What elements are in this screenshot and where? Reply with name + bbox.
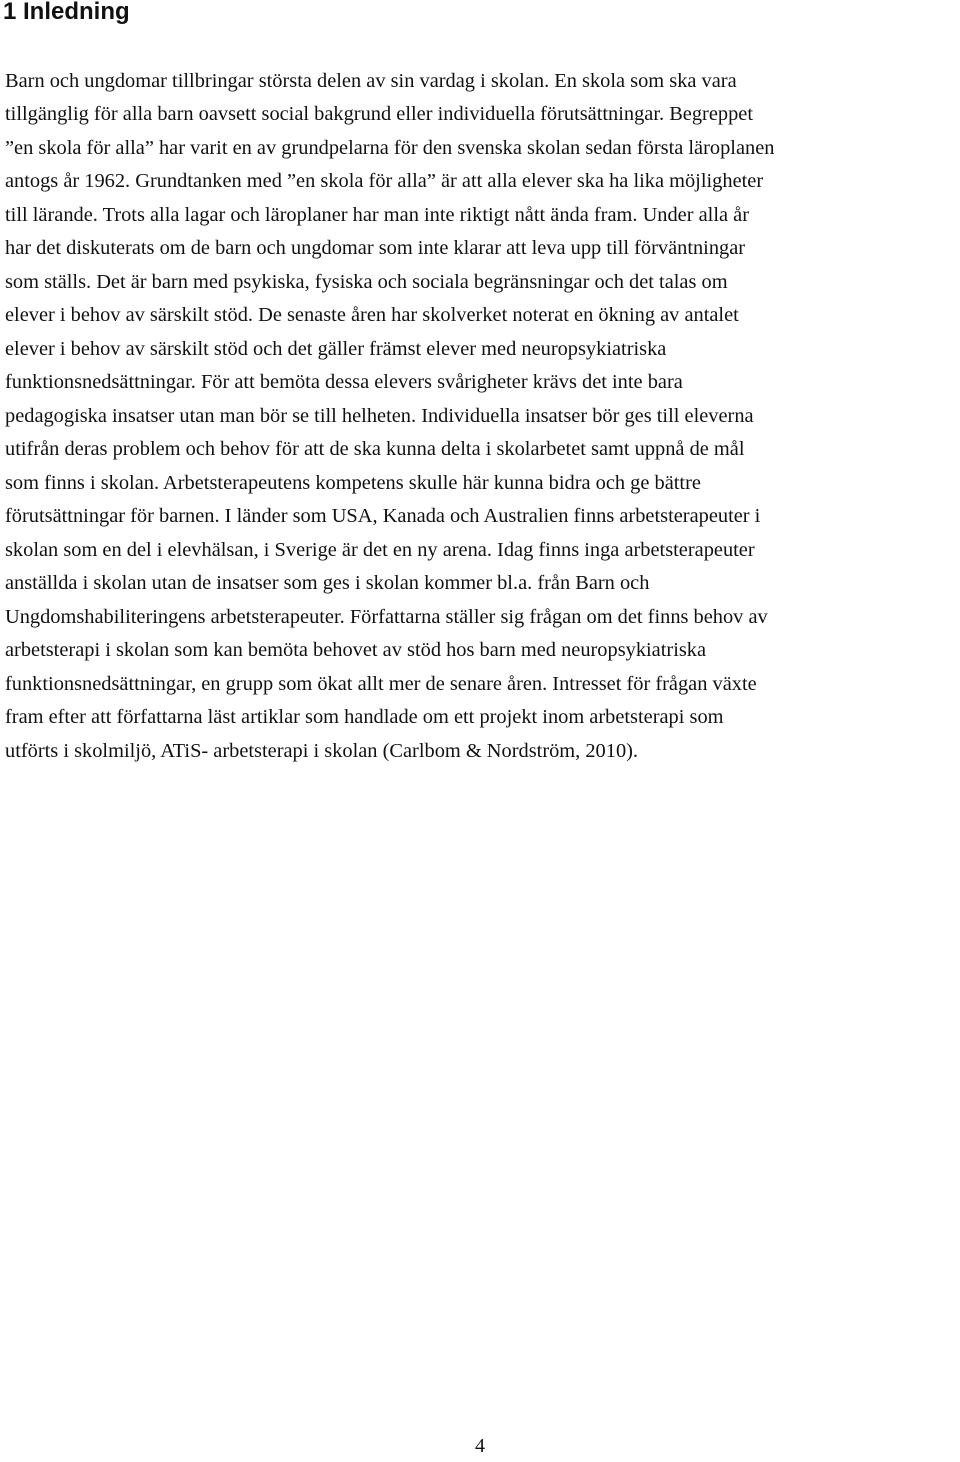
paragraph-line: elever i behov av särskilt stöd. De senaste åren har skolverket noterat en ökning av antalet bbox=[5, 304, 739, 326]
page-number: 4 bbox=[475, 1435, 485, 1457]
paragraph-line: antogs år 1962. Grundtanken med ”en skola för alla” är att alla elever ska ha lika möjligheter bbox=[5, 170, 764, 192]
paragraph-line: skolan som en del i elevhälsan, i Sverige är det en ny arena. Idag finns inga arbetsterapeuter bbox=[5, 539, 755, 561]
paragraph-line: anställda i skolan utan de insatser som ges i skolan kommer bl.a. från Barn och bbox=[5, 572, 650, 594]
paragraph-line: till lärande. Trots alla lagar och läroplaner har man inte riktigt nått ända fram. Under alla år bbox=[5, 204, 749, 226]
paragraph-line: som finns i skolan. Arbetsterapeutens kompetens skulle här kunna bidra och ge bättre bbox=[5, 472, 701, 494]
paragraph-line: utförts i skolmiljö, ATiS- arbetsterapi i skolan (Carlbom & Nordström, 2010). bbox=[5, 740, 639, 762]
paragraph-line: fram efter att författarna läst artiklar som handlade om ett projekt inom arbetsterapi som bbox=[5, 706, 724, 728]
paragraph-line: funktionsnedsättningar, en grupp som ökat allt mer de senare åren. Intresset för frågan växte bbox=[5, 673, 757, 695]
paragraph-line: pedagogiska insatser utan man bör se till helheten. Individuella insatser bör ges till eleverna bbox=[5, 405, 754, 427]
paragraph-line: Ungdomshabiliteringens arbetsterapeuter. Författarna ställer sig frågan om det finns behov av bbox=[5, 606, 768, 628]
paragraph-line: har det diskuterats om de barn och ungdomar som inte klarar att leva upp till förväntningar bbox=[5, 237, 746, 259]
section-heading: 1 Inledning bbox=[3, 0, 130, 25]
paragraph-line: tillgänglig för alla barn oavsett social bakgrund eller individuella förutsättningar. Begreppet bbox=[5, 103, 754, 125]
paragraph-line: elever i behov av särskilt stöd och det gäller främst elever med neuropsykiatriska bbox=[5, 338, 667, 360]
paragraph-line: arbetsterapi i skolan som kan bemöta behovet av stöd hos barn med neuropsykiatriska bbox=[5, 639, 707, 661]
paragraph-line: utifrån deras problem och behov för att de ska kunna delta i skolarbetet samt uppnå de mål bbox=[5, 438, 745, 460]
paragraph-line: funktionsnedsättningar. För att bemöta dessa elevers svårigheter krävs det inte bara bbox=[5, 371, 683, 393]
paragraph-line: ”en skola för alla” har varit en av grundpelarna för den svenska skolan sedan första läroplanen bbox=[5, 137, 775, 159]
paragraph-line: Barn och ungdomar tillbringar största delen av sin vardag i skolan. En skola som ska vara bbox=[5, 70, 737, 92]
paragraph-line: som ställs. Det är barn med psykiska, fysiska och sociala begränsningar och det talas om bbox=[5, 271, 728, 293]
paragraph-line: förutsättningar för barnen. I länder som USA, Kanada och Australien finns arbetsterapeuter i bbox=[5, 505, 761, 527]
